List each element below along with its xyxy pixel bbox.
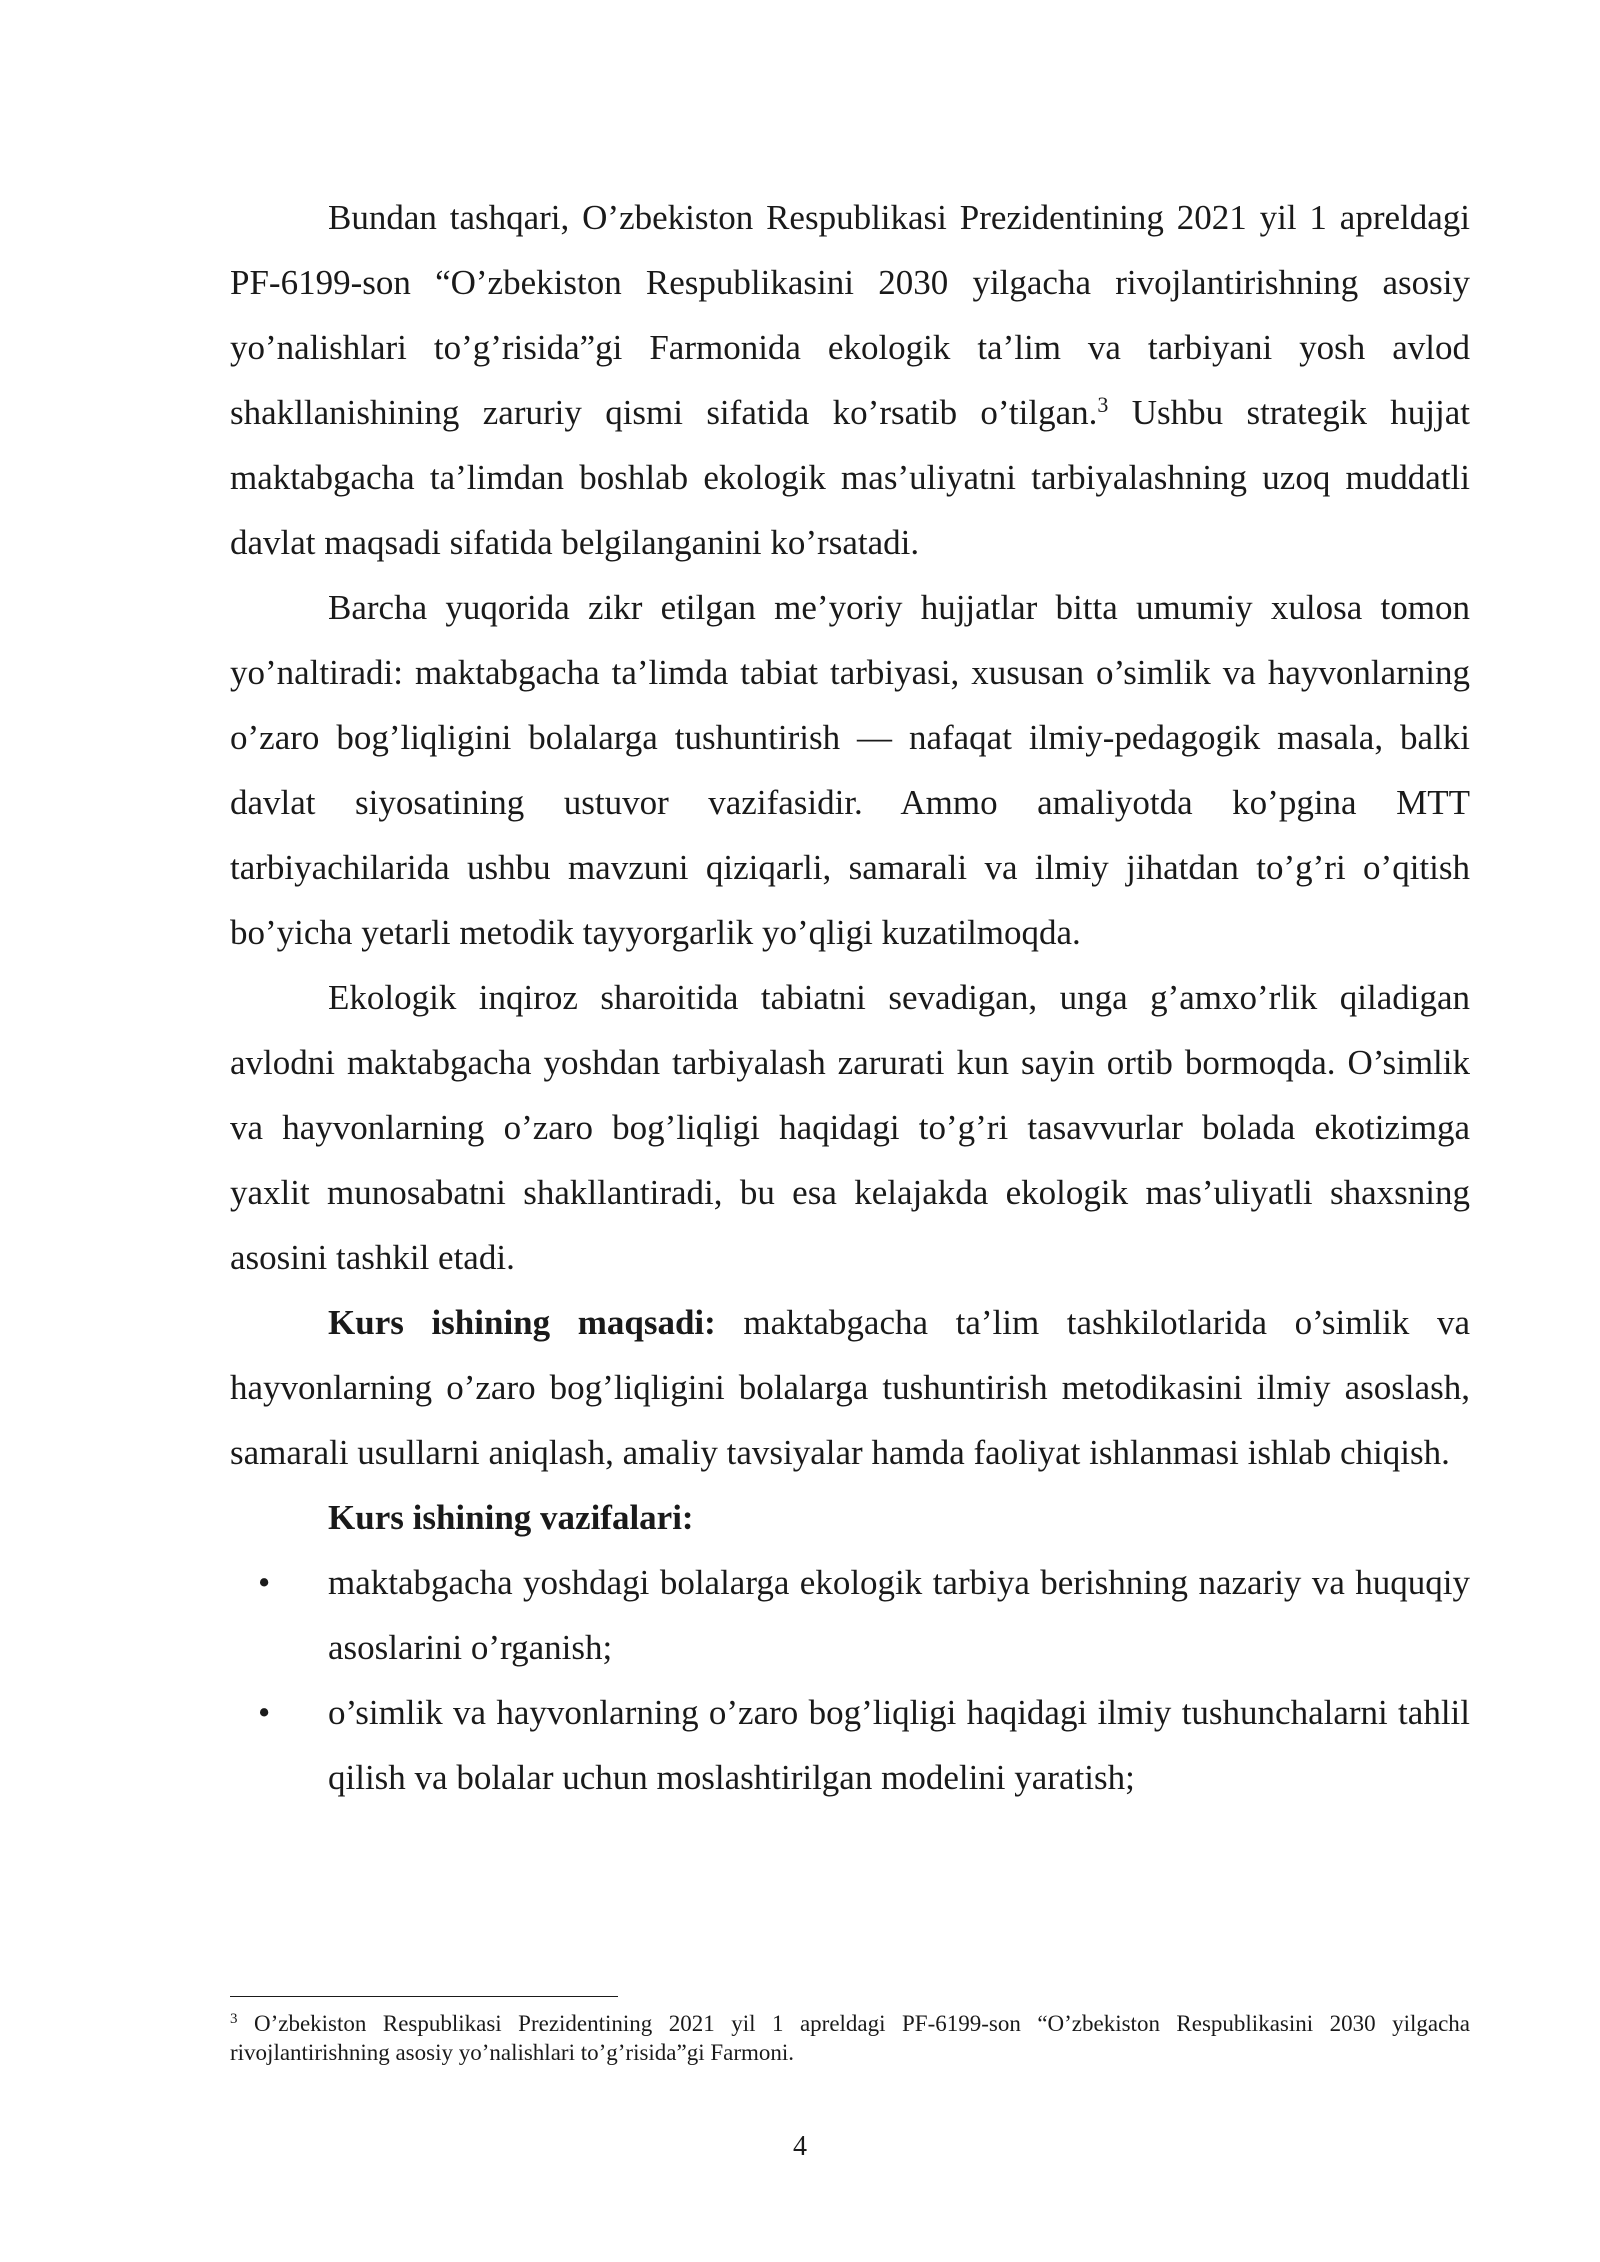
list-item-text: o’simlik va hayvonlarning o’zaro bog’liqligi haqidagi ilmiy tushunchalarni tahlil qilish va bolalar uchun moslashtirilgan modelini yaratish; [328, 1693, 1470, 1797]
footnote-reference[interactable]: 3 [1097, 392, 1109, 417]
objective-text: maktabgacha ta’lim tashkilotlarida o’simlik va hayvonlarning o’zaro bog’liqligini bolalarga tushuntirish metodikasini ilmiy asoslash, samarali usullarni aniqlash, amaliy tavsiyalar hamda faoliyat ishlanmasi ishlab chiqish. [230, 1303, 1470, 1472]
footnote-number: 3 [230, 2011, 238, 2027]
footnote [230, 2009, 1470, 2067]
bullet-icon: • [258, 1693, 271, 1732]
tasks-list [230, 1550, 1470, 1810]
paragraph-4-objective [230, 1290, 1470, 1485]
paragraph-1-continuation: Ushbu strategik hujjat maktabgacha ta’limdan boshlab ekologik mas’uliyatni tarbiyalashning uzoq muddatli davlat maqsadi sifatida belgilanganini ko’rsatadi. [230, 393, 1470, 562]
footnote-separator [230, 1996, 618, 1997]
objective-label: Kurs ishining maqsadi: [328, 1303, 716, 1342]
paragraph-1-text: Bundan tashqari, O’zbekiston Respublikasi Prezidentining 2021 yil 1 apreldagi PF-6199-son “O’zbekiston Respublikasini 2030 yilgacha rivojlantirishning asosiy yo’nalishlari to’g’risida”gi Farmonida ekologik ta’lim va tarbiyani yosh avlod shakllanishining zaruriy qismi sifatida ko’rsatib o’tilgan. [230, 198, 1470, 432]
tasks-heading: Kurs ishining vazifalari: [328, 1498, 694, 1537]
footnote-text: O’zbekiston Respublikasi Prezidentining 2021 yil 1 apreldagi PF-6199-son “O’zbekiston Respublikasini 2030 yilgacha rivojlantirishning asosiy yo’nalishlari to’g’risida”gi Farmoni. [230, 2011, 1470, 2065]
paragraph-1 [230, 185, 1470, 575]
paragraph-2: Barcha yuqorida zikr etilgan me’yoriy hujjatlar bitta umumiy xulosa tomon yo’naltiradi: maktabgacha ta’limda tabiat tarbiyasi, xususan o’simlik va hayvonlarning o’zaro bog’liqligini bolalarga tushuntirish — nafaqat ilmiy-pedagogik masala, balki davlat siyosatining ustuvor vazifasidir. Ammo amaliyotda ko’pgina MTT tarbiyachilarida ushbu mavzuni qiziqarli, samarali va ilmiy jihatdan to’g’ri o’qitish bo’yicha yetarli metodik tayyorgarlik yo’qligi kuzatilmoqda. [230, 588, 1470, 952]
body-text [230, 185, 1470, 1810]
page-number: 4 [793, 2131, 807, 2162]
bullet-icon: • [258, 1563, 271, 1602]
list-item-text: maktabgacha yoshdagi bolalarga ekologik tarbiya berishning nazariy va huquqiy asoslarini o’rganish; [328, 1563, 1470, 1667]
list-item [230, 1680, 1470, 1810]
list-item [230, 1550, 1470, 1680]
paragraph-3: Ekologik inqiroz sharoitida tabiatni sevadigan, unga g’amxo’rlik qiladigan avlodni maktabgacha yoshdan tarbiyalash zarurati kun sayin ortib bormoqda. O’simlik va hayvonlarning o’zaro bog’liqligi haqidagi to’g’ri tasavvurlar bolada ekotizimga yaxlit munosabatni shakllantiradi, bu esa kelajakda ekologik mas’uliyatli shaxsning asosini tashkil etadi. [230, 978, 1470, 1277]
